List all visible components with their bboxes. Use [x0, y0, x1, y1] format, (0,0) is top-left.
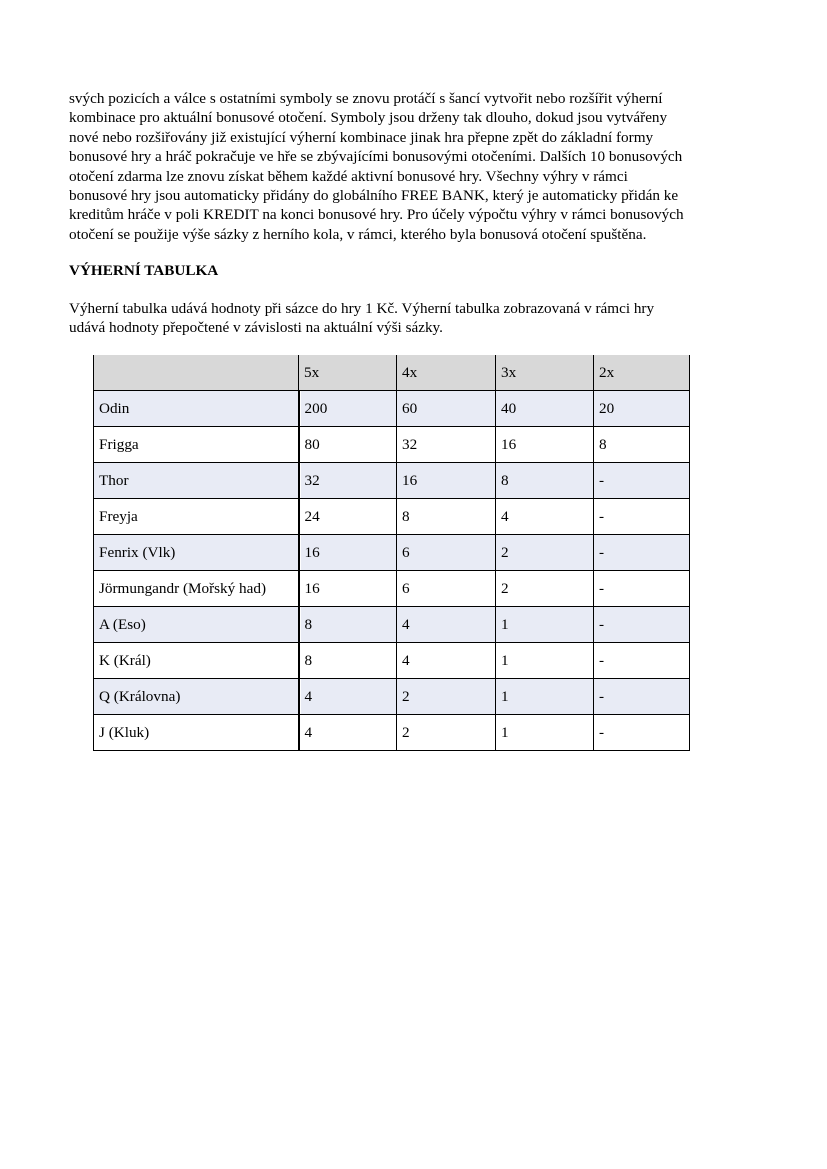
header-cell-symbol: [94, 355, 299, 391]
value-cell-3x: 1: [496, 715, 594, 751]
table-row: [94, 679, 690, 715]
value-cell-5x: 32: [299, 463, 397, 499]
table-row: [94, 643, 690, 679]
value-cell-3x: 16: [496, 427, 594, 463]
value-cell-4x: 2: [397, 715, 496, 751]
symbol-cell: Q (Královna): [94, 679, 299, 715]
value-cell-2x: -: [594, 679, 690, 715]
value-cell-5x: 24: [299, 499, 397, 535]
header-cell-3x: 3x: [496, 355, 594, 391]
document-page: [69, 89, 759, 741]
value-cell-3x: 4: [496, 499, 594, 535]
value-cell-5x: 4: [299, 715, 397, 751]
value-cell-5x: 8: [299, 643, 397, 679]
value-cell-3x: 8: [496, 463, 594, 499]
value-cell-5x: 16: [299, 535, 397, 571]
intro-line: Výherní tabulka udává hodnoty při sázce do hry 1 Kč. Výherní tabulka zobrazovaná v rámci hry: [69, 300, 655, 317]
table-row: [94, 535, 690, 571]
value-cell-5x: 200: [299, 391, 397, 427]
value-cell-2x: -: [594, 499, 690, 535]
value-cell-3x: 2: [496, 571, 594, 607]
paragraph-line: svých pozicích a válce s ostatními symboly se znovu protáčí s šancí vytvořit nebo rozšířit výherní: [69, 90, 663, 107]
table-row: [94, 715, 690, 751]
value-cell-5x: 4: [299, 679, 397, 715]
header-cell-5x: 5x: [299, 355, 397, 391]
symbol-cell: Thor: [94, 463, 299, 499]
paragraph-line: kreditům hráče v poli KREDIT na konci bonusové hry. Pro účely výpočtu výhry v rámci bonusových: [69, 206, 684, 224]
paragraph-line: bonusové hry a hráč pokračuje ve hře se zbývajícími bonusovými otočeními. Dalších 10 bonusových: [69, 148, 683, 166]
value-cell-3x: 1: [496, 643, 594, 679]
value-cell-2x: -: [594, 715, 690, 751]
paragraph-line: bonusové hry jsou automaticky přidány do globálního FREE BANK, který je automaticky přidán ke: [69, 187, 679, 205]
value-cell-4x: 16: [397, 463, 496, 499]
symbol-cell: Fenrix (Vlk): [94, 535, 299, 571]
table-row: [94, 571, 690, 607]
symbol-cell: J (Kluk): [94, 715, 299, 751]
value-cell-5x: 8: [299, 607, 397, 643]
symbol-cell: Freyja: [94, 499, 299, 535]
paragraph-line: otočení zdarma lze znovu získat během každé aktivní bonusové hry. Všechny výhry v rámci: [69, 167, 628, 185]
value-cell-4x: 8: [397, 499, 496, 535]
value-cell-5x: 16: [299, 571, 397, 607]
value-cell-2x: -: [594, 607, 690, 643]
value-cell-4x: 4: [397, 607, 496, 643]
symbol-cell: Odin: [94, 391, 299, 427]
value-cell-3x: 1: [496, 607, 594, 643]
symbol-cell: A (Eso): [94, 607, 299, 643]
value-cell-4x: 6: [397, 571, 496, 607]
symbol-cell: K (Král): [94, 643, 299, 679]
value-cell-2x: -: [594, 571, 690, 607]
section-heading: VÝHERNÍ TABULKA: [69, 262, 219, 279]
header-cell-2x: 2x: [594, 355, 690, 391]
value-cell-4x: 6: [397, 535, 496, 571]
table-row: [94, 391, 690, 427]
table-row: [94, 607, 690, 643]
value-cell-3x: 40: [496, 391, 594, 427]
value-cell-4x: 32: [397, 427, 496, 463]
value-cell-3x: 1: [496, 679, 594, 715]
paragraph-line: otočení se použije výše sázky z herního kola, v rámci, kterého byla bonusová otočení spuštěna.: [69, 225, 647, 243]
value-cell-4x: 60: [397, 391, 496, 427]
value-cell-5x: 80: [299, 427, 397, 463]
symbol-cell: Frigga: [94, 427, 299, 463]
value-cell-2x: -: [594, 535, 690, 571]
value-cell-4x: 2: [397, 679, 496, 715]
bonus-paragraph: [69, 89, 759, 244]
value-cell-4x: 4: [397, 643, 496, 679]
value-cell-2x: -: [594, 463, 690, 499]
table-header-row: [94, 355, 690, 391]
value-cell-3x: 2: [496, 535, 594, 571]
header-cell-4x: 4x: [397, 355, 496, 391]
paytable-intro: [69, 299, 654, 338]
table-row: [94, 499, 690, 535]
table-row: [94, 427, 690, 463]
table-row: [94, 463, 690, 499]
paragraph-line: nové nebo rozšiřovány již existující výherní kombinace jinak hra přepne zpět do základní formy: [69, 128, 654, 146]
paytable: [93, 355, 690, 751]
value-cell-2x: -: [594, 643, 690, 679]
intro-line: udává hodnoty přepočtené v závislosti na aktuální výši sázky.: [69, 319, 443, 337]
symbol-cell: Jörmungandr (Mořský had): [94, 571, 299, 607]
value-cell-2x: 20: [594, 391, 690, 427]
value-cell-2x: 8: [594, 427, 690, 463]
paragraph-line: kombinace pro aktuální bonusové otočení. Symboly jsou drženy tak dlouho, dokud jsou vytvářeny: [69, 109, 668, 127]
